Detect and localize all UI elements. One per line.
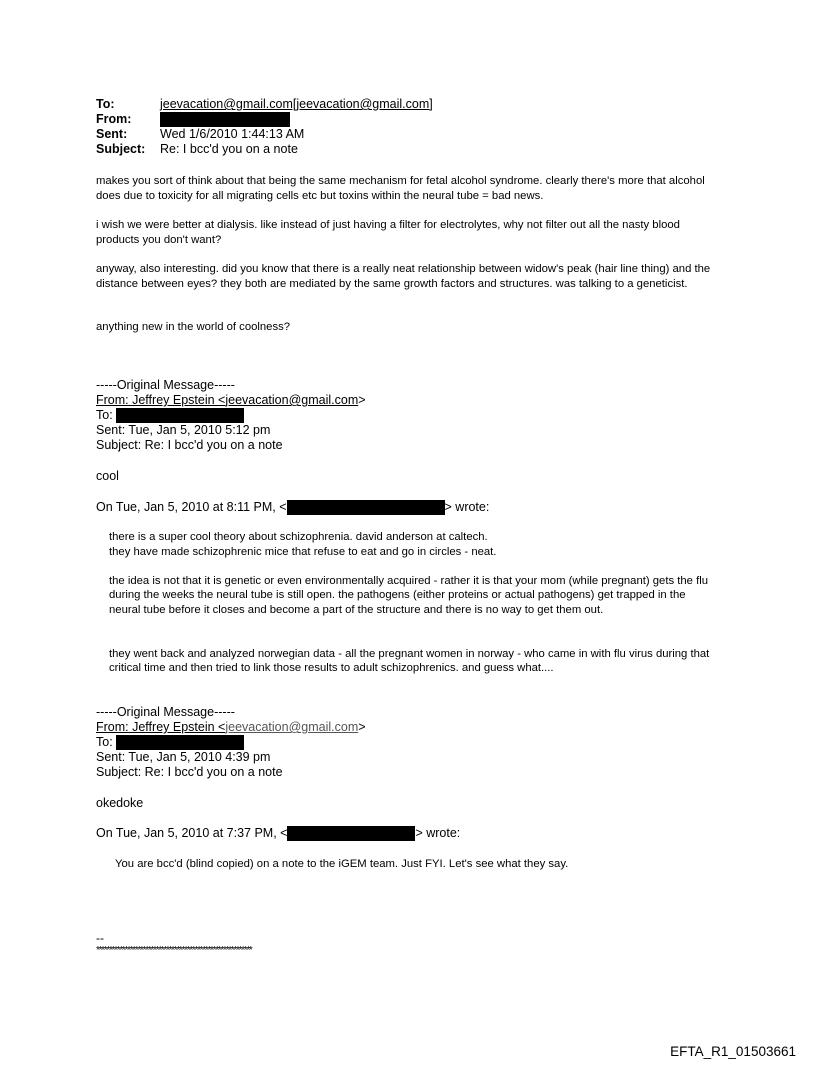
quoted-text: they went back and analyzed norwegian data - all the pregnant women in norway - who came in with flu virus during that critical time and then tried to link those results to adult schizophrenics. and guess what.... (109, 648, 710, 675)
redaction-box (116, 735, 244, 750)
body-paragraph: makes you sort of think about that being the same mechanism for fetal alcohol syndrome. clearly there's more that alcohol does due to toxicity for all migrating cells etc but toxins within the neural tube = bad news. (96, 175, 705, 202)
quoted-text: You are bcc'd (blind copied) on a note to the iGEM team. Just FYI. Let's see what they say. (115, 858, 569, 870)
quoted-text: there is a super cool theory about schizophrenia. david anderson at caltech. (109, 531, 488, 543)
quoted-from-line (96, 393, 366, 408)
subject-value: Re: I bcc'd you on a note (160, 142, 298, 156)
body-paragraph: anyway, also interesting. did you know that there is a really neat relationship between widow's peak (hair line thing) and the distance between eyes? they both are mediated by the same growth factors and structures. was talking to a geneticist. (96, 263, 711, 290)
original-message-separator: -----Original Message----- (96, 705, 235, 719)
subject-label: Subject: (96, 142, 146, 156)
document-id: EFTA_R1_01503661 (670, 1044, 796, 1059)
sent-label: Sent: (96, 127, 128, 141)
redaction-box (116, 408, 244, 423)
quoted-text: the idea is not that it is genetic or even environmentally acquired - rather it is that your mom (while pregnant) gets the flu during the weeks the neural tube is still open. the pathogens (either proteins or actual pathogens) get trapped in the neural tube before it closes and become a part of the structure and there is no way to get them out. (109, 575, 709, 616)
to-value[interactable]: jeevacation@gmail.com[jeevacation@gmail.com] (160, 97, 433, 111)
quoted-subject-line: Subject: Re: I bcc'd you on a note (96, 765, 283, 779)
quoted-to-line (96, 735, 244, 750)
signature-dash: -- (96, 931, 104, 945)
on-wrote-line (96, 500, 489, 515)
to-label: To: (96, 97, 115, 111)
sent-value: Wed 1/6/2010 1:44:13 AM (160, 127, 305, 141)
redaction-box (287, 500, 445, 515)
quoted-to-line (96, 408, 244, 423)
quoted-from-prefix: From: Jeffrey Epstein < (96, 393, 226, 407)
signature-stars: ************************************************************ (96, 945, 252, 956)
quoted-sent-line: Sent: Tue, Jan 5, 2010 5:12 pm (96, 423, 271, 437)
quoted-from-suffix: > (358, 720, 366, 734)
quoted-text: they have made schizophrenic mice that refuse to eat and go in circles - neat. (109, 546, 497, 558)
reply-text: cool (96, 469, 119, 483)
quoted-from-email[interactable]: jeevacation@gmail.com (225, 720, 359, 734)
redaction-box (287, 826, 415, 841)
quoted-subject-line: Subject: Re: I bcc'd you on a note (96, 438, 283, 452)
body-paragraph: i wish we were better at dialysis. like instead of just having a filter for electrolytes, why not filter out all the nasty blood products you don't want? (96, 219, 680, 246)
email-header (96, 97, 433, 157)
from-label: From: (96, 112, 132, 126)
on-wrote-prefix: On Tue, Jan 5, 2010 at 7:37 PM, < (96, 826, 288, 840)
on-wrote-line (96, 826, 460, 841)
quoted-from-prefix: From: Jeffrey Epstein < (96, 720, 226, 734)
reply-text: okedoke (96, 796, 144, 810)
quoted-to-label: To: (96, 408, 113, 422)
on-wrote-suffix: > wrote: (444, 500, 490, 514)
quoted-sent-line: Sent: Tue, Jan 5, 2010 4:39 pm (96, 750, 271, 764)
redaction-box (160, 112, 290, 127)
on-wrote-suffix: > wrote: (415, 826, 461, 840)
quoted-from-suffix: > (358, 393, 366, 407)
on-wrote-prefix: On Tue, Jan 5, 2010 at 8:11 PM, < (96, 500, 287, 514)
original-message-separator: -----Original Message----- (96, 378, 235, 392)
quoted-to-label: To: (96, 735, 113, 749)
body-paragraph: anything new in the world of coolness? (96, 321, 291, 333)
quoted-from-line (96, 720, 366, 735)
quoted-from-email[interactable]: jeevacation@gmail.com (225, 393, 359, 407)
